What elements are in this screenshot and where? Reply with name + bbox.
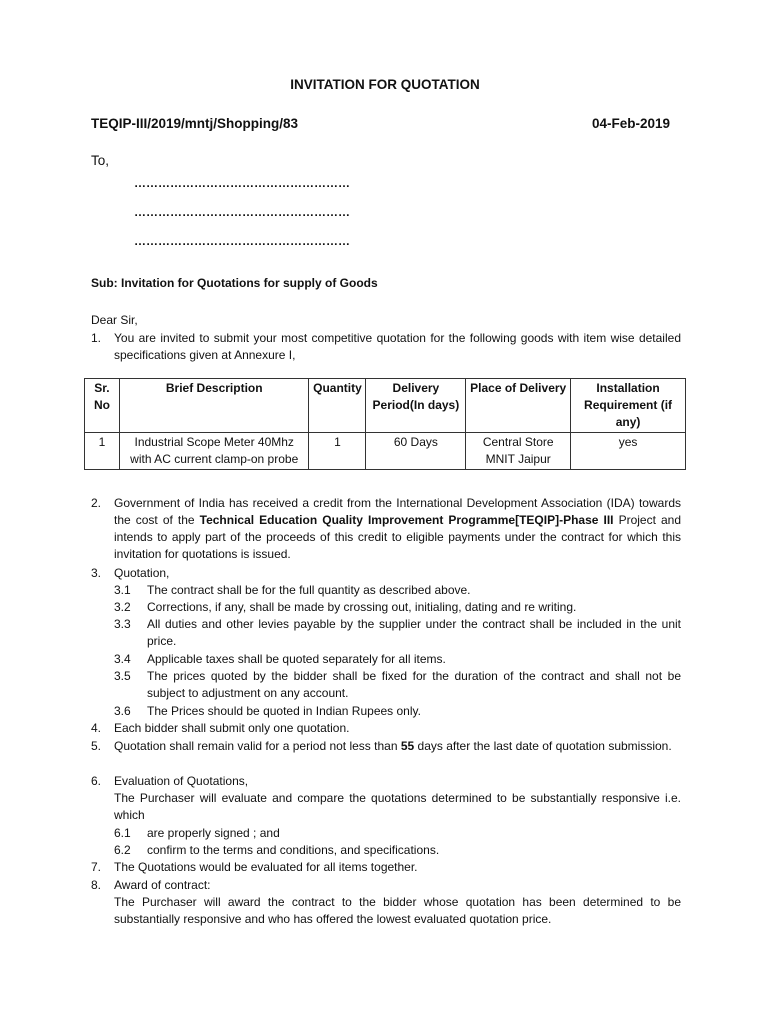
clause-text: Each bidder shall submit only one quotation.: [114, 721, 350, 735]
subclause-number: 3.4: [114, 652, 131, 666]
clause-3: [91, 565, 681, 582]
subclause-text: The contract shall be for the full quantity as described above.: [147, 583, 471, 597]
clause-text-part: Project and intends to apply part of the proceeds of this credit to eligible payments under the contract for which this invitation for quotations is issued.: [114, 513, 681, 561]
validity-days: 55: [400, 739, 415, 753]
address-blank-line: ………………………………………………: [134, 176, 350, 190]
table-cell: Industrial Scope Meter 40Mhz with AC current clamp-on probe: [119, 433, 309, 470]
clause-4: [91, 720, 681, 737]
reference-number: TEQIP-III/2019/mntj/Shopping/83: [91, 116, 299, 131]
clause-text-part: days after the last date of quotation submission.: [414, 739, 672, 753]
clause-number: 4.: [91, 721, 102, 735]
document-date: 04-Feb-2019: [591, 116, 670, 131]
table-header-row: [85, 379, 686, 433]
clause-2: [91, 495, 681, 563]
clause-1: [91, 330, 681, 364]
subclause-number: 6.1: [114, 826, 131, 840]
subclause-text: All duties and other levies payable by the supplier under the contract shall be included in the unit price.: [147, 617, 681, 648]
subclause-number: 3.6: [114, 704, 131, 718]
subclause-3-3: [114, 616, 681, 650]
subclause-text: Corrections, if any, shall be made by crossing out, initialing, dating and re writing.: [147, 600, 577, 614]
clause-text: Evaluation of Quotations,: [114, 774, 249, 788]
column-header: Quantity: [309, 379, 366, 433]
subclause-text: are properly signed ; and: [147, 826, 280, 840]
address-blank-line: ………………………………………………: [134, 234, 350, 248]
clause-text: The Quotations would be evaluated for all items together.: [114, 860, 418, 874]
clause-number: 2.: [91, 496, 102, 510]
table-cell: yes: [571, 433, 686, 470]
salutation: Dear Sir,: [91, 313, 138, 327]
subclause-text: The Prices should be quoted in Indian Rupees only.: [147, 704, 421, 718]
table-cell: 1: [309, 433, 366, 470]
clause-text: Award of contract:: [114, 878, 211, 892]
column-header: Delivery Period(In days): [366, 379, 466, 433]
clause-number: 3.: [91, 566, 102, 580]
table-cell: Central Store MNIT Jaipur: [466, 433, 571, 470]
subclause-6-1: [114, 825, 681, 842]
clause-text-part: Quotation shall remain valid for a period not less than: [114, 739, 401, 753]
column-header: Installation Requirement (if any): [571, 379, 686, 433]
clause-number: 7.: [91, 860, 102, 874]
clause-8-paragraph: The Purchaser will award the contract to the bidder whose quotation has been determined to be substantially responsive and who has offered the lowest evaluated quotation price.: [114, 895, 681, 926]
clause-number: 6.: [91, 774, 102, 788]
subclause-3-5: [114, 668, 681, 702]
subclause-number: 3.3: [114, 617, 131, 631]
subclause-number: 3.1: [114, 583, 131, 597]
page-title: INVITATION FOR QUOTATION: [290, 77, 480, 92]
clause-6-paragraph: The Purchaser will evaluate and compare the quotations determined to be substantially responsive i.e. which: [114, 791, 681, 822]
subclause-3-1: [114, 582, 681, 599]
table-row: [85, 433, 686, 470]
clause-text: [114, 495, 681, 563]
clause-text-part: Government of India has received a credit from the International Development Association (IDA) towards the cost of the: [114, 496, 681, 527]
column-header: Brief Description: [119, 379, 309, 433]
column-header: Sr. No: [85, 379, 120, 433]
subclause-number: 3.2: [114, 600, 131, 614]
column-header: Place of Delivery: [466, 379, 571, 433]
address-blank-line: ………………………………………………: [134, 205, 350, 219]
goods-table: [84, 378, 686, 470]
clause-text: You are invited to submit your most competitive quotation for the following goods with item wise detailed specifications given at Annexure I,: [114, 331, 681, 362]
clause-text: Quotation,: [114, 566, 170, 580]
clause-number: 1.: [91, 331, 102, 345]
clause-5: [91, 738, 681, 755]
table-cell: 60 Days: [366, 433, 466, 470]
subclause-number: 3.5: [114, 669, 131, 683]
subclause-3-6: [114, 703, 681, 720]
clause-text: [114, 738, 681, 755]
addressee-label: To,: [91, 153, 110, 168]
clause-number: 8.: [91, 878, 102, 892]
subclause-text: confirm to the terms and conditions, and specifications.: [147, 843, 440, 857]
subject-line: Sub: Invitation for Quotations for supply of Goods: [91, 276, 378, 290]
subclause-number: 6.2: [114, 843, 131, 857]
subclause-3-2: [114, 599, 681, 616]
clause-8: [91, 877, 681, 894]
clause-number: 5.: [91, 739, 102, 753]
clause-7: [91, 859, 681, 876]
table-cell: 1: [85, 433, 120, 470]
programme-name: Technical Education Quality Improvement Programme[TEQIP]-Phase III: [199, 513, 614, 527]
clause-6: [91, 773, 681, 790]
subclause-text: Applicable taxes shall be quoted separately for all items.: [147, 652, 446, 666]
subclause-3-4: [114, 651, 681, 668]
subclause-6-2: [114, 842, 681, 859]
subclause-text: The prices quoted by the bidder shall be fixed for the duration of the contract and shall not be subject to adjustment on any account.: [147, 669, 681, 700]
